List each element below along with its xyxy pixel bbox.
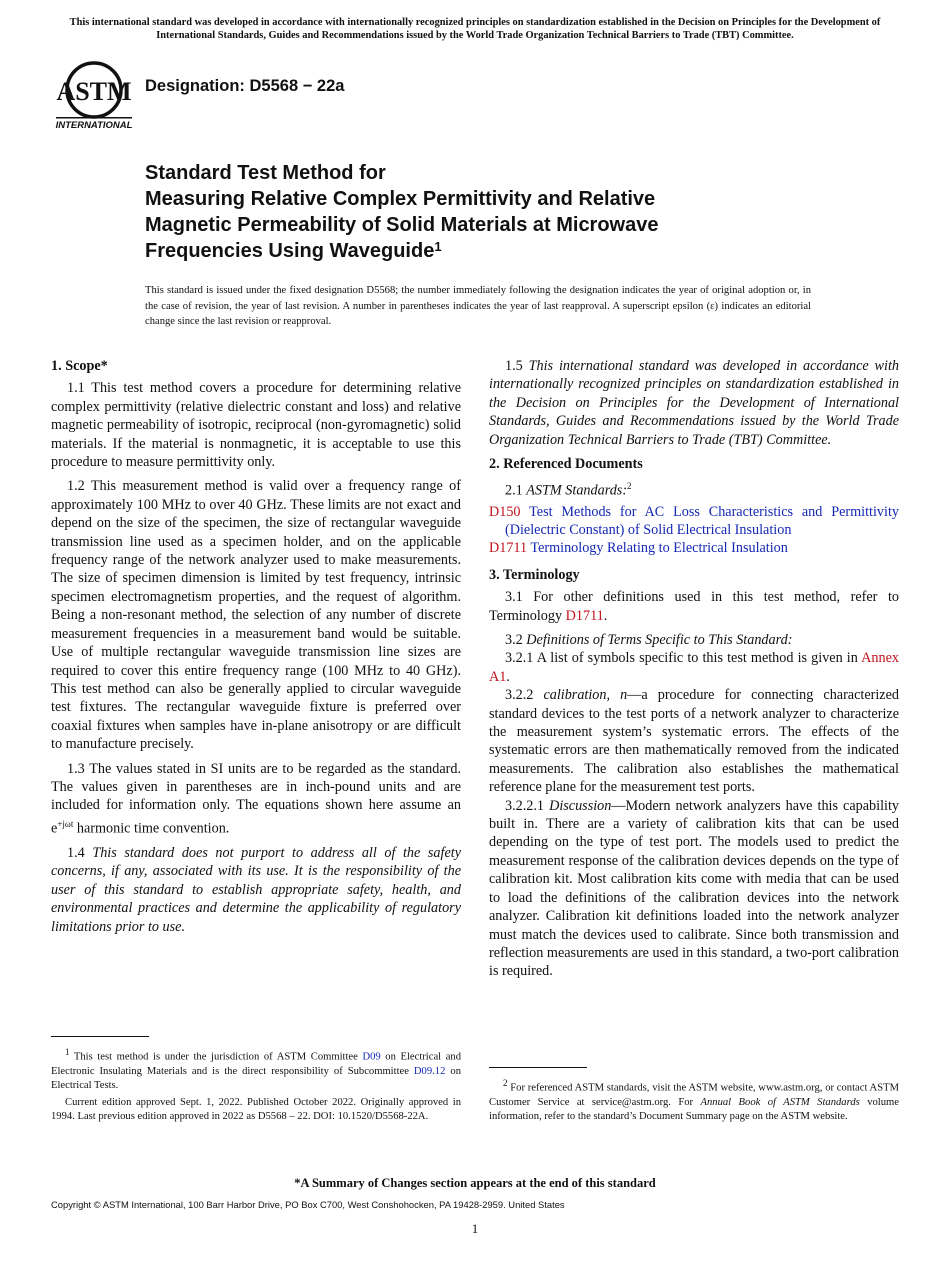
page-number: 1 — [471, 1221, 479, 1236]
astm-standards-label: ASTM Standards: — [526, 483, 628, 500]
title-line-2: Measuring Relative Complex Permittivity and Relative — [145, 188, 656, 210]
terminology-d1711-link[interactable]: D1711 — [565, 607, 604, 624]
referenced-documents-heading: 2. Referenced Documents — [489, 456, 643, 473]
para-3-1-end: . — [603, 607, 608, 624]
para-3-2-1 — [489, 649, 899, 686]
subcommittee-d09-12-link[interactable]: D09.12 — [413, 1065, 446, 1077]
footnote-1-text-b: on Electrical and Electronic Insulating Materials and is the direct responsibility of Subcommittee — [51, 1051, 461, 1077]
para-3-2-2-text: —a procedure for connecting characterized standard devices to the test ports of a network analyzer to characterize the measurement system’s systematic errors. The effects of the systematic errors are then mathematically removed from the indicated measurements. The calibration also establishes the mathematical reference plane for the measurement test ports. — [489, 687, 899, 796]
footnote-1-mark: 1 — [65, 1047, 70, 1057]
para-3-2-2 — [489, 686, 899, 796]
copyright-line: Copyright © ASTM International, 100 Barr Harbor Drive, PO Box C700, West Conshohocken, PA 19428-2959. United States — [51, 1199, 565, 1210]
footnote-2 — [489, 1076, 899, 1127]
reference-title[interactable]: Test Methods for AC Loss Characteristics and Permittivity (Dielectric Constant) of Solid Electrical Insulation — [505, 503, 899, 538]
para-1-5-num: 1.5 — [505, 358, 529, 374]
para-3-1 — [489, 588, 899, 625]
para-3-2-2-num: 3.2.2 — [505, 687, 544, 704]
para-3-2-2-1 — [489, 797, 899, 981]
document-title — [145, 160, 845, 264]
title-line-1: Standard Test Method for — [145, 162, 386, 184]
para-3-2-2-1-num: 3.2.2.1 — [505, 797, 550, 814]
para-3-2 — [489, 631, 899, 649]
para-1-4-text: This standard does not purport to address all of the safety concerns, if any, associated with its use. It is the responsibility of the user of this standard to establish appropriate safety, health, and environmental practices and determine the applicability of regulatory limitations prior to use. — [51, 844, 461, 935]
footnote-rule-left — [51, 1036, 149, 1037]
para-3-1-text: 3.1 For other definitions used in this test method, refer to Terminology — [489, 589, 899, 624]
para-1-4-num: 1.4 — [67, 844, 93, 861]
reference-title[interactable]: Terminology Relating to Electrical Insulation — [530, 540, 788, 557]
para-3-2-num: 3.2 — [505, 632, 527, 649]
calibration-term: calibration, n — [543, 687, 628, 704]
reference-d1711[interactable] — [489, 539, 899, 557]
para-1-4 — [51, 844, 461, 936]
para-2-1-num: 2.1 — [505, 483, 527, 500]
designation: Designation: D5568 − 22a — [145, 77, 345, 95]
title-line-4 — [145, 238, 845, 264]
para-1-3 — [51, 760, 461, 838]
footnote-2-text-a: For referenced ASTM standards, visit the ASTM website, www.astm.org, or contact ASTM Customer Service at service@astm.org. For — [489, 1082, 899, 1108]
para-1-5 — [489, 357, 899, 449]
reference-code[interactable]: D150 — [489, 503, 521, 520]
footnote-1-jurisdiction — [51, 1045, 461, 1093]
annex-a1-link[interactable]: Annex A1 — [489, 650, 899, 685]
para-3-2-1-end: . — [506, 668, 510, 685]
para-3-2-1-text: 3.2.1 A list of symbols specific to this test method is given in — [505, 650, 862, 667]
para-1-3-text: 1.3 The values stated in SI units are to be regarded as the standard. The values given in parentheses are in inch-pound units and are included for information only. The equations shown here assume an e — [51, 760, 461, 837]
para-1-3-end: harmonic time convention. — [73, 820, 230, 837]
annual-book-title: Annual Book of ASTM Standards — [700, 1096, 860, 1108]
summary-of-changes-note: *A Summary of Changes section appears at the end of this standard — [294, 1176, 656, 1190]
para-2-1 — [489, 477, 899, 500]
footnote-1-text-a: This test method is under the jurisdiction of ASTM Committee — [69, 1051, 363, 1063]
title-line-3: Magnetic Permeability of Solid Materials at Microwave — [145, 214, 659, 236]
para-1-2: 1.2 This measurement method is valid over a frequency range of approximately 100 MHz to over 40 GHz. These limits are not exact and depend on the size of the specimen, the size of rectangular waveguide transmission line used as a specimen holder, and on the applicable frequency range of the network analyzer used to make measurements. The size of specimen dimension is limited by test frequency, intrinsic specimen electromagnetism properties, and the request of algorithm. Being a non-resonant method, the selection of any number of discrete measurement frequencies in a measurement band would be suitable. Use of multiple rectangular waveguide transmission line sizes are required to cover this entire frequency range (100 MHz to 40 GHz). This test method can also be generally applied to circular waveguide test fixtures. The rectangular waveguide fixture is preferred over coaxial fixtures when samples have in-plane anisotropy or are difficult to manufacture precisely. — [51, 478, 461, 753]
footnote-1 — [51, 1045, 461, 1128]
footnote-1-text-c: on Electrical Tests. — [51, 1065, 461, 1091]
time-convention-exponent: +jωt — [57, 818, 74, 829]
svg-text:ASTM: ASTM — [56, 77, 132, 106]
left-column — [51, 357, 461, 942]
footnote-2-mark: 2 — [627, 481, 632, 492]
astm-logo — [52, 58, 136, 132]
wto-notice: This international standard was developed in accordance with internationally recognized principles on standardization established in the Decision on Principles for the Development of International Standards, Guides and Recommendations issued by the World Trade Organization Technical Barriers to Trade (TBT) Committee. — [69, 17, 881, 41]
footnote-2-mark-bottom: 2 — [503, 1078, 508, 1088]
terminology-heading: 3. Terminology — [489, 566, 580, 583]
title-footnote-mark: 1 — [434, 239, 442, 254]
reference-d150[interactable] — [489, 503, 899, 540]
para-3-2-text: Definitions of Terms Specific to This Standard: — [526, 632, 793, 649]
para-1-1: 1.1 This test method covers a procedure for determining relative complex permittivity (relative dielectric constant and loss) and relative magnetic permeability of isotropic, reciprocal (non-gyromagnetic) solid materials. If the material is nonmagnetic, it is acceptable to use this procedure to measure permittivity only. — [51, 380, 461, 471]
reference-code[interactable]: D1711 — [489, 540, 528, 557]
para-3-2-2-1-text: —Modern network analyzers have this capability built in. There are a variety of calibration kits that can be used depending on the type of test port. The models used to predict the measurement response of the calibration devices depends on the type of calibration kit. Most calibration kits come with media that can be used to load the definitions of the calibration devices into the network analyzer. Calibration kit definitions loaded into the network analyzer must match the devices used to calibrate. Since both transmission and reflection measurements are used in this standard, a two-port calibration is required. — [489, 797, 899, 980]
committee-d09-link[interactable]: D09 — [362, 1051, 381, 1063]
title-line-4-text: Frequencies Using Waveguide — [145, 240, 435, 262]
footnote-2-text — [489, 1076, 899, 1124]
footnote-rule-right — [489, 1067, 587, 1068]
footnote-2-text-b: volume information, refer to the standard’s Document Summary page on the ASTM website. — [489, 1096, 899, 1122]
svg-text:INTERNATIONAL: INTERNATIONAL — [55, 120, 133, 131]
discussion-term: Discussion — [549, 797, 612, 814]
footnote-1-edition: Current edition approved Sept. 1, 2022. Published October 2022. Originally approved in 1994. Last previous edition approved in 2022 as D5568 – 22. DOI: 10.1520/D5568-22A. — [51, 1097, 461, 1123]
para-1-5-text: This international standard was developed in accordance with internationally recognized principles on standardization established in the Decision on Principles for the Development of International Standards, Guides and Recommendations issued by the World Trade Organization Technical Barriers to Trade (TBT) Committee. — [489, 358, 899, 448]
right-column — [489, 357, 899, 987]
issue-note: This standard is issued under the fixed designation D5568; the number immediately following the designation indicates the year of original adoption or, in the case of revision, the year of last revision. A number in parentheses indicates the year of last reapproval. A superscript epsilon (ε) indicates an editorial change since the last revision or reapproval. — [145, 285, 811, 327]
scope-heading: 1. Scope* — [51, 358, 108, 374]
